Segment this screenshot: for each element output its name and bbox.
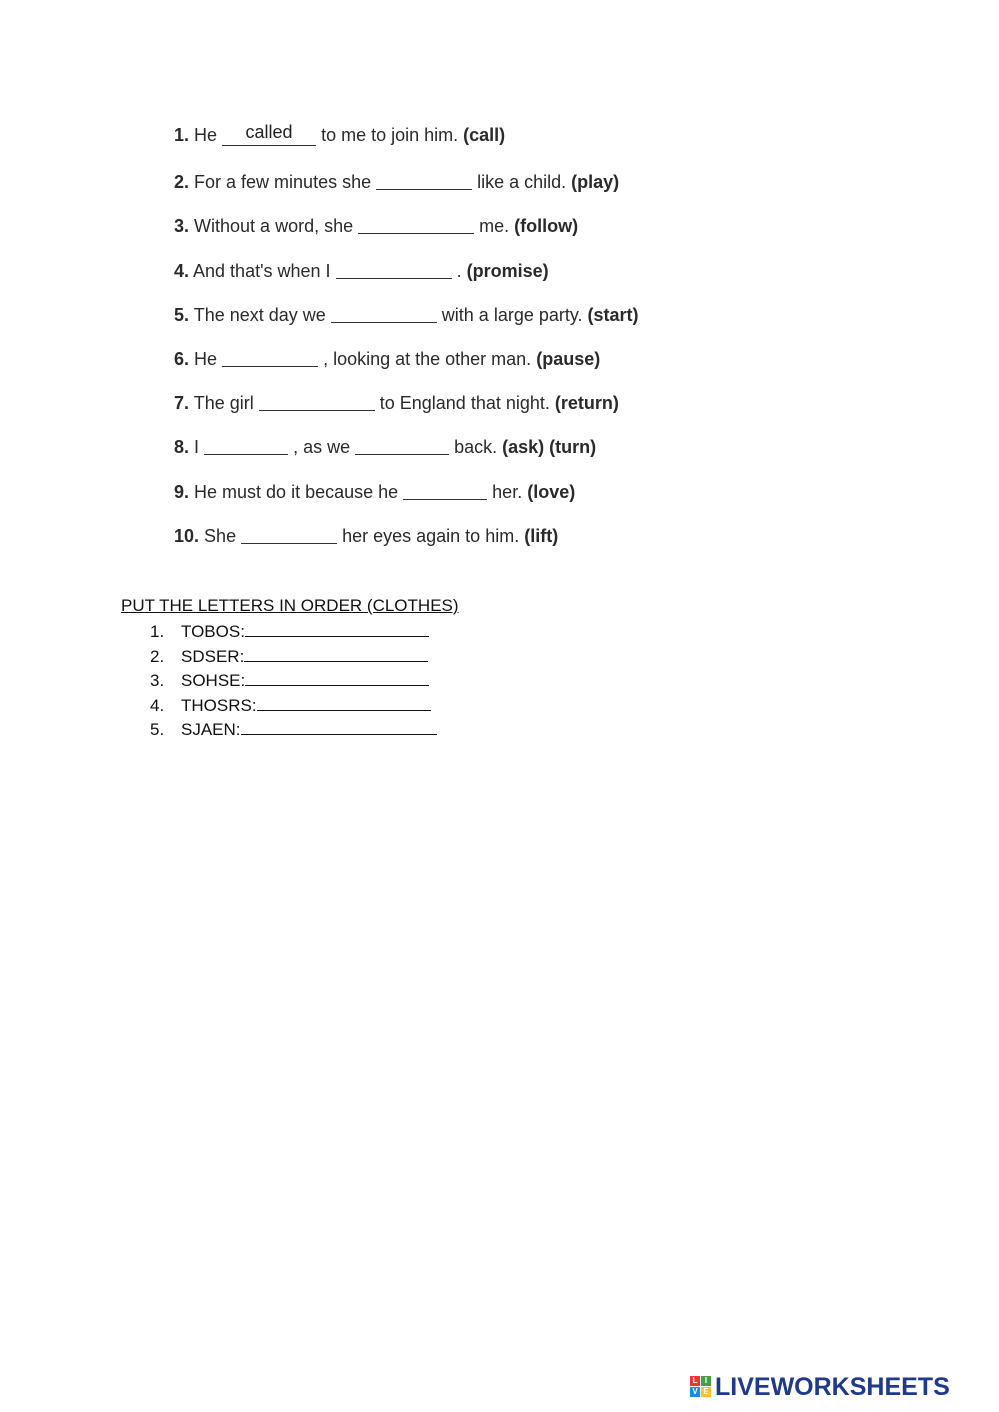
logo-text: LIVEWORKSHEETS (715, 1372, 950, 1401)
question-text: And that's when I (193, 260, 336, 281)
verb-hint: (return) (554, 393, 619, 414)
question-number: 3. (174, 216, 190, 237)
question-text: me. (479, 216, 515, 237)
answer-blank-7[interactable] (259, 390, 375, 411)
exercise-title: PUT THE LETTERS IN ORDER (CLOTHES) (121, 596, 459, 615)
answer-text: called (245, 122, 293, 142)
list-item (150, 694, 437, 719)
answer-blank-5[interactable] (331, 302, 437, 323)
question-text: For a few minutes she (194, 172, 377, 193)
scrambled-word: SOHSE: (181, 671, 246, 690)
exercise-verbs (174, 123, 639, 565)
answer-blank-9[interactable] (403, 479, 487, 500)
item-number: 2. (150, 646, 165, 666)
answer-blank-8a[interactable] (204, 434, 288, 455)
answer-line-3[interactable] (245, 669, 429, 686)
question-number: 8. (174, 437, 190, 458)
list-item (150, 718, 437, 743)
question-10 (174, 521, 639, 565)
question-number: 1. (174, 125, 190, 145)
list-item (150, 645, 437, 670)
question-text: with a large party. (441, 304, 588, 325)
scrambled-word: THOSRS: (181, 695, 257, 715)
question-text: her eyes again to him. (342, 525, 525, 546)
question-text: The girl (193, 393, 259, 414)
scrambled-word: TOBOS: (181, 622, 245, 641)
question-7 (174, 388, 639, 432)
answer-blank-3[interactable] (358, 213, 474, 234)
question-number: 10. (174, 525, 200, 546)
question-text: . (456, 260, 467, 281)
question-text: She (204, 525, 242, 546)
question-text: to me to join him. (321, 125, 464, 145)
question-text: back. (454, 437, 503, 458)
answer-line-1[interactable] (245, 620, 429, 637)
question-text: He (194, 348, 223, 369)
question-text: I (194, 437, 205, 458)
question-9 (174, 477, 639, 521)
scramble-list (150, 620, 437, 743)
question-text: He must do it because he (194, 481, 404, 502)
question-text: like a child. (477, 172, 572, 193)
answer-blank-8b[interactable] (355, 434, 449, 455)
question-text: He (194, 125, 223, 145)
question-text: , looking at the other man. (323, 348, 537, 369)
verb-hint: (call) (463, 125, 506, 145)
question-text: to England that night. (379, 393, 555, 414)
question-number: 5. (174, 304, 190, 325)
verb-hint: (pause) (536, 348, 601, 369)
item-number: 1. (150, 622, 165, 641)
answer-line-2[interactable] (244, 645, 428, 662)
verb-hint: (promise) (466, 260, 549, 281)
liveworksheets-logo (690, 1374, 950, 1400)
answer-blank-4[interactable] (336, 258, 452, 279)
answer-blank-2[interactable] (376, 169, 472, 190)
item-number: 4. (150, 695, 165, 715)
list-item (150, 620, 437, 645)
logo-blocks-icon: L I V E (690, 1376, 712, 1398)
verb-hint: (follow) (514, 216, 579, 237)
question-number: 6. (174, 348, 190, 369)
verb-hint: (start) (587, 304, 639, 325)
verb-hint: (play) (571, 172, 620, 193)
question-4 (174, 256, 639, 300)
question-text: her. (492, 481, 528, 502)
answer-blank-6[interactable] (222, 346, 318, 367)
question-number: 2. (174, 172, 190, 193)
verb-hint: (ask) (turn) (502, 437, 597, 458)
question-text: Without a word, she (194, 216, 359, 237)
question-8 (174, 432, 639, 476)
answer-blank-10[interactable] (241, 523, 337, 544)
question-number: 4. (174, 260, 190, 281)
question-6 (174, 344, 639, 388)
item-number: 3. (150, 671, 165, 690)
scrambled-word: SJAEN: (181, 720, 241, 739)
question-1 (174, 123, 639, 167)
verb-hint: (lift) (524, 525, 559, 546)
question-number: 9. (174, 481, 190, 502)
question-3 (174, 211, 639, 255)
question-5 (174, 300, 639, 344)
answer-blank-1[interactable] (222, 122, 316, 146)
question-text: , as we (293, 437, 356, 458)
list-item (150, 669, 437, 694)
question-2 (174, 167, 639, 211)
scrambled-word: SDSER: (181, 646, 245, 666)
answer-line-5[interactable] (241, 718, 437, 735)
verb-hint: (love) (527, 481, 576, 502)
question-text: The next day we (193, 304, 331, 325)
question-number: 7. (174, 393, 190, 414)
item-number: 5. (150, 720, 165, 739)
answer-line-4[interactable] (257, 694, 431, 711)
